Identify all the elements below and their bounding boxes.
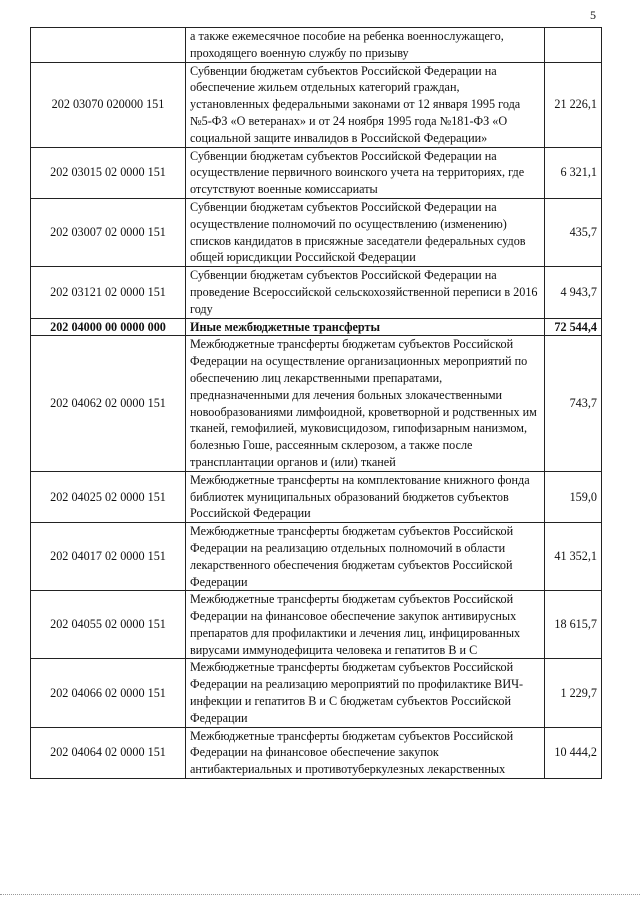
amount-cell: 41 352,1 xyxy=(545,523,602,591)
amount-cell: 1 229,7 xyxy=(545,659,602,727)
table-row xyxy=(31,147,602,198)
description-cell: Субвенции бюджетам субъектов Российской Федерации на осуществление первичного воинского учета на территориях, где отсутствуют военные комиссариаты xyxy=(186,147,545,198)
budget-code-cell: 202 03007 02 0000 151 xyxy=(31,198,186,266)
amount-cell: 435,7 xyxy=(545,198,602,266)
budget-code-cell: 202 03015 02 0000 151 xyxy=(31,147,186,198)
budget-code-cell xyxy=(31,28,186,63)
amount-cell: 743,7 xyxy=(545,336,602,471)
description-cell: а также ежемесячное пособие на ребенка военнослужащего, проходящего военную службу по призыву xyxy=(186,28,545,63)
table-row xyxy=(31,198,602,266)
description-cell: Межбюджетные трансферты бюджетам субъектов Российской Федерации на финансовое обеспечение закупок антибактериальных и противотуберкулезных лекарственных xyxy=(186,727,545,778)
table-row xyxy=(31,318,602,336)
table-row xyxy=(31,471,602,522)
budget-code-cell: 202 04017 02 0000 151 xyxy=(31,523,186,591)
table-row xyxy=(31,727,602,778)
budget-code-cell: 202 04000 00 0000 000 xyxy=(31,318,186,336)
amount-cell: 4 943,7 xyxy=(545,267,602,318)
amount-cell xyxy=(545,28,602,63)
page-bottom-edge xyxy=(0,894,640,895)
budget-revenue-table xyxy=(30,27,602,779)
description-cell: Межбюджетные трансферты бюджетам субъектов Российской Федерации на реализацию отдельных полномочий в области лекарственного обеспечения бюджетам субъектов Российской Федерации xyxy=(186,523,545,591)
table-row xyxy=(31,659,602,727)
table-row xyxy=(31,28,602,63)
budget-code-cell: 202 04025 02 0000 151 xyxy=(31,471,186,522)
description-cell: Субвенции бюджетам субъектов Российской Федерации на проведение Всероссийской сельскохозяйственной переписи в 2016 году xyxy=(186,267,545,318)
table-body xyxy=(31,28,602,779)
budget-code-cell: 202 04066 02 0000 151 xyxy=(31,659,186,727)
amount-cell: 21 226,1 xyxy=(545,62,602,147)
table-row xyxy=(31,523,602,591)
budget-code-cell: 202 04055 02 0000 151 xyxy=(31,591,186,659)
description-cell: Межбюджетные трансферты бюджетам субъектов Российской Федерации на реализацию мероприятий по профилактике ВИЧ-инфекции и гепатитов В и С бюджетам субъектов Российской Федерации xyxy=(186,659,545,727)
description-cell: Иные межбюджетные трансферты xyxy=(186,318,545,336)
amount-cell: 18 615,7 xyxy=(545,591,602,659)
budget-code-cell: 202 03121 02 0000 151 xyxy=(31,267,186,318)
table-row xyxy=(31,62,602,147)
description-cell: Субвенции бюджетам субъектов Российской Федерации на обеспечение жильем отдельных категорий граждан, установленных федеральными законами от 12 января 1995 года №5-ФЗ «О ветеранах» и от 24 ноября 1995 года №181-ФЗ «О социальной защите инвалидов в Российской Федерации» xyxy=(186,62,545,147)
table-row xyxy=(31,336,602,471)
amount-cell: 6 321,1 xyxy=(545,147,602,198)
description-cell: Субвенции бюджетам субъектов Российской Федерации на осуществление полномочий по осуществлению (изменению) списков кандидатов в присяжные заседатели федеральных судов общей юрисдикции Российской Федерации xyxy=(186,198,545,266)
budget-code-cell: 202 03070 020000 151 xyxy=(31,62,186,147)
table-row xyxy=(31,591,602,659)
amount-cell: 72 544,4 xyxy=(545,318,602,336)
amount-cell: 159,0 xyxy=(545,471,602,522)
description-cell: Межбюджетные трансферты на комплектование книжного фонда библиотек муниципальных образований бюджетов субъектов Российской Федерации xyxy=(186,471,545,522)
budget-code-cell: 202 04064 02 0000 151 xyxy=(31,727,186,778)
budget-code-cell: 202 04062 02 0000 151 xyxy=(31,336,186,471)
page-number: 5 xyxy=(590,8,596,22)
amount-cell: 10 444,2 xyxy=(545,727,602,778)
description-cell: Межбюджетные трансферты бюджетам субъектов Российской Федерации на финансовое обеспечение закупок антивирусных препаратов для профилактики и лечения лиц, инфицированных вирусами иммунодефицита человека и гепатитов В и С xyxy=(186,591,545,659)
description-cell: Межбюджетные трансферты бюджетам субъектов Российской Федерации на осуществление организационных мероприятий по обеспечению лиц лекарственными препаратами, предназначенными для лечения больных злокачественными новообразованиями лимфоидной, кроветворной и родственных им тканей, гемофилией, муковисцидозом, гипофизарным нанизмом, болезнью Гоше, рассеянным склерозом, а также после трансплантации органов и (или) тканей xyxy=(186,336,545,471)
table-row xyxy=(31,267,602,318)
